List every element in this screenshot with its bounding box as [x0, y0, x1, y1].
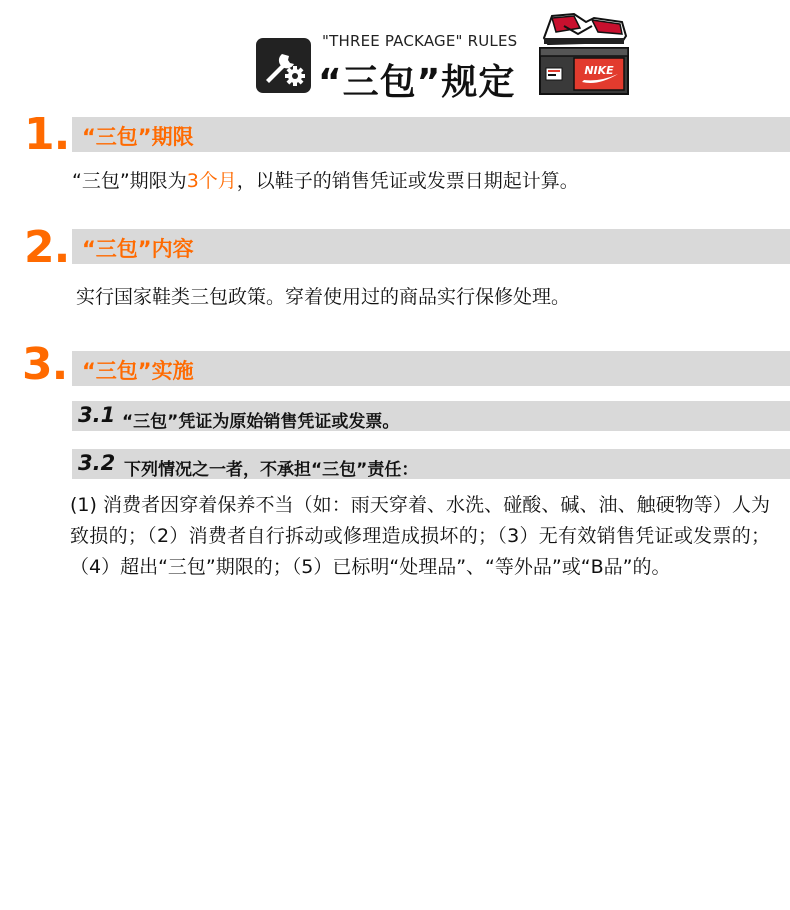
section-3-title: “三包”实施: [82, 359, 194, 383]
page-title: “三包”规定: [318, 62, 516, 103]
section-3-bar: [72, 351, 790, 386]
shoebox-brand-text: NIKE: [584, 64, 614, 77]
section-2-text: 实行国家鞋类三包政策。穿着使用过的商品实行保修处理。: [76, 286, 571, 308]
section-2-number: 2.: [24, 222, 70, 273]
subsection-3-1-number: 3.1: [78, 403, 116, 427]
wrench-gear-icon: [256, 38, 311, 93]
section-2-title: “三包”内容: [82, 237, 194, 261]
section-3-number: 3.: [22, 339, 68, 390]
subsection-3-2-title: 下列情况之一者，不承担“三包”责任：: [124, 460, 419, 480]
section-1-bar: [72, 117, 790, 152]
section-1-text-after: ，以鞋子的销售凭证或发票日期起计算。: [236, 170, 579, 192]
subsection-3-1-title: “三包”凭证为原始销售凭证或发票。: [122, 412, 400, 432]
section-1-number: 1.: [24, 109, 70, 160]
header-subtitle: "THREE PACKAGE" RULES: [322, 32, 518, 50]
section-1-text: [72, 166, 579, 193]
subsection-3-2-number: 3.2: [78, 451, 116, 475]
subsection-3-2-bar: [72, 449, 790, 479]
exclusions-paragraph: (1) 消费者因穿着保养不当（如：雨天穿着、水洗、碰酸、碱、油、触硬物等）人为致损的；（2）消费者自行拆动或修理造成损坏的；（3）无有效销售凭证或发票的；（4）超出“三包”期限的；（5）已标明“处理品”、“等外品”或“B品”的。: [70, 494, 770, 578]
nike-shoebox-icon: [534, 8, 634, 98]
section-1-text-before: “三包”期限为: [72, 170, 187, 192]
subsection-3-1-bar: [72, 401, 790, 431]
section-1-highlight: 3个月: [186, 170, 237, 192]
section-2-bar: [72, 229, 790, 264]
section-1-title: “三包”期限: [82, 125, 194, 149]
page-header: [0, 0, 790, 103]
